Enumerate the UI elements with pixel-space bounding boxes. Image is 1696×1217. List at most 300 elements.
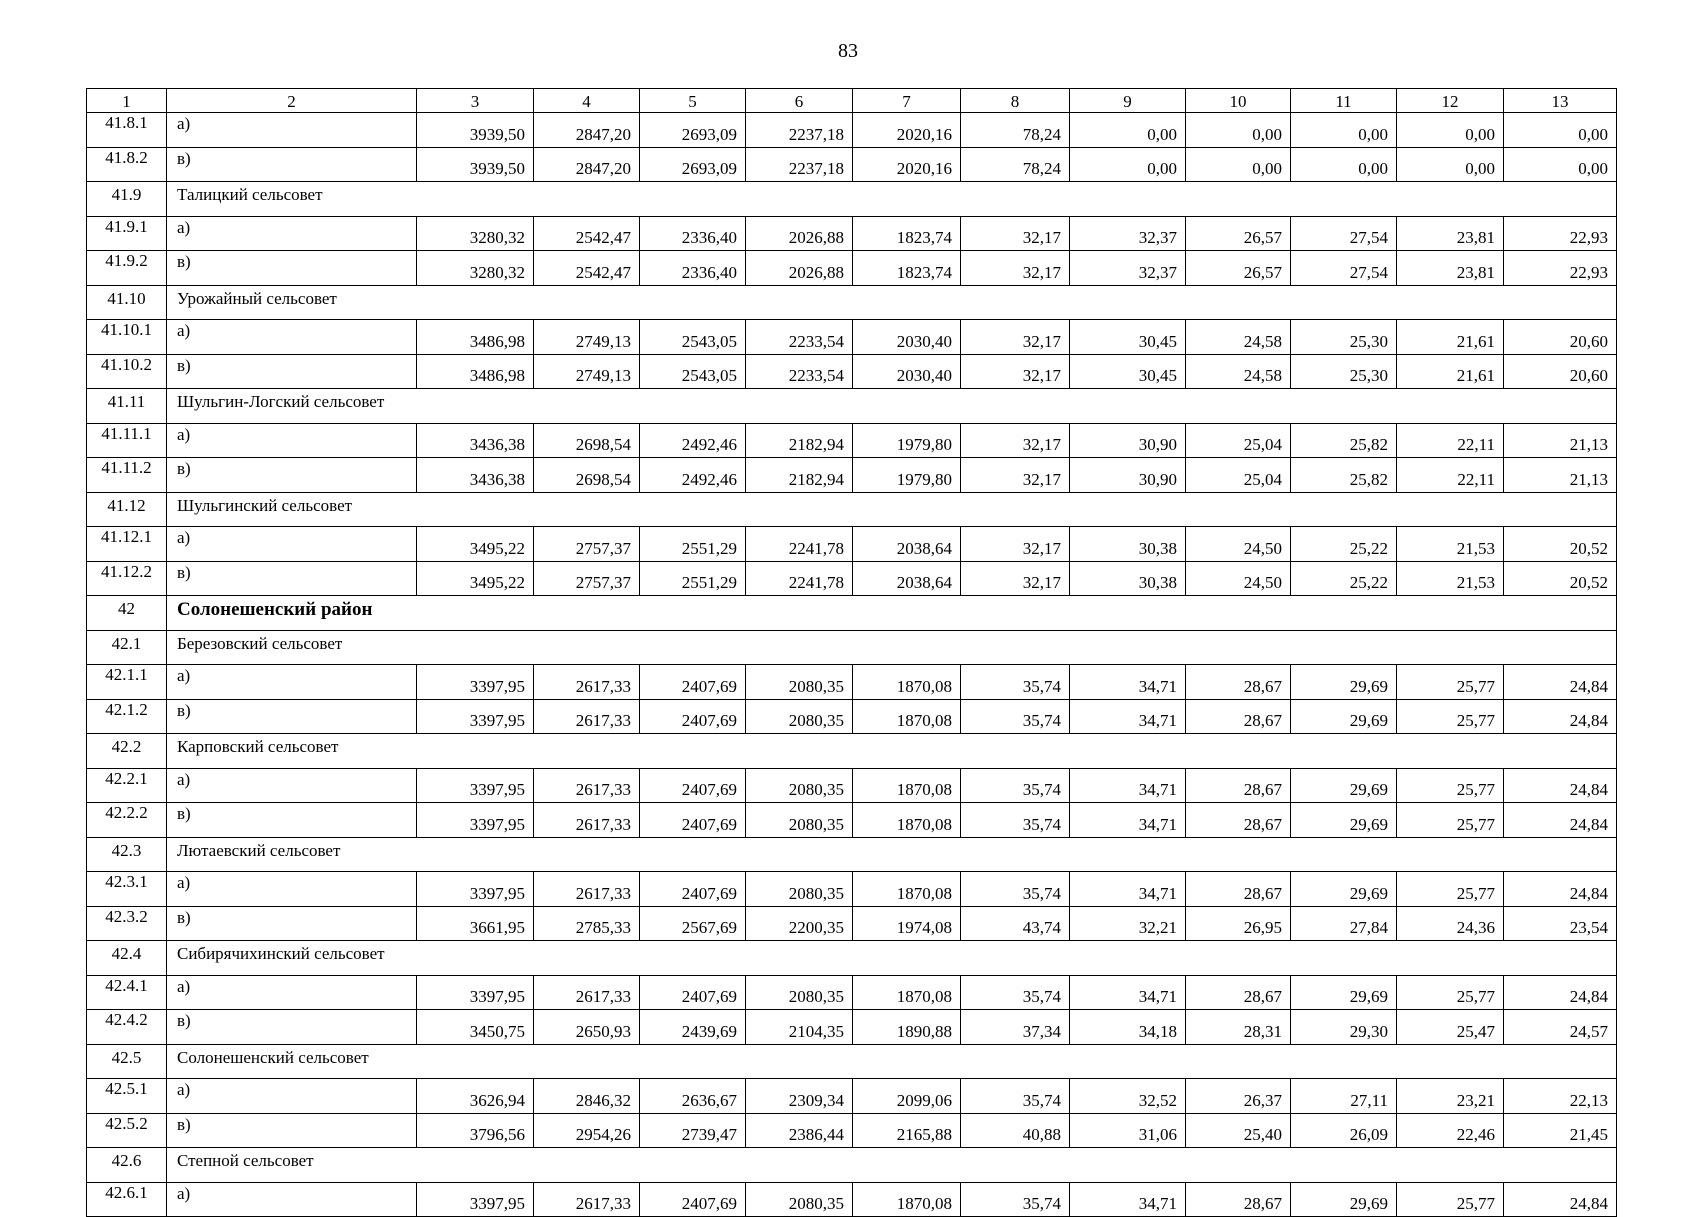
- value-cell: 29,69: [1291, 975, 1397, 1010]
- value-cell: 3486,98: [417, 320, 534, 355]
- value-cell: 21,13: [1504, 458, 1617, 493]
- value-cell: 29,69: [1291, 1182, 1397, 1217]
- value-cell: 21,45: [1504, 1113, 1617, 1148]
- value-cell: 3486,98: [417, 354, 534, 389]
- value-cell: 24,58: [1186, 320, 1291, 355]
- value-cell: 40,88: [961, 1113, 1070, 1148]
- row-number: 41.12: [87, 492, 167, 527]
- value-cell: 2749,13: [534, 320, 640, 355]
- column-header: 13: [1504, 89, 1617, 113]
- value-cell: 2104,35: [746, 1010, 853, 1045]
- section-name: Урожайный сельсовет: [167, 285, 1617, 320]
- value-cell: 2693,09: [640, 113, 746, 148]
- value-cell: 35,74: [961, 803, 1070, 838]
- value-cell: 0,00: [1504, 113, 1617, 148]
- value-cell: 32,17: [961, 527, 1070, 562]
- value-cell: 24,84: [1504, 699, 1617, 734]
- value-cell: 26,95: [1186, 906, 1291, 941]
- value-cell: 27,84: [1291, 906, 1397, 941]
- row-number: 41.8.1: [87, 113, 167, 148]
- value-cell: 2543,05: [640, 354, 746, 389]
- value-cell: 2386,44: [746, 1113, 853, 1148]
- value-cell: 34,71: [1070, 803, 1186, 838]
- section-row: [87, 389, 1617, 424]
- value-cell: 32,17: [961, 320, 1070, 355]
- value-cell: 2099,06: [853, 1079, 961, 1114]
- value-cell: 0,00: [1070, 147, 1186, 182]
- value-cell: 25,77: [1397, 768, 1504, 803]
- value-cell: 27,54: [1291, 251, 1397, 286]
- table-row: [87, 251, 1617, 286]
- value-cell: 3397,95: [417, 768, 534, 803]
- table-row: [87, 527, 1617, 562]
- value-cell: 29,69: [1291, 699, 1397, 734]
- value-cell: 2080,35: [746, 768, 853, 803]
- value-cell: 3397,95: [417, 975, 534, 1010]
- row-label: в): [167, 906, 417, 941]
- value-cell: 29,30: [1291, 1010, 1397, 1045]
- value-cell: 0,00: [1291, 147, 1397, 182]
- value-cell: 2020,16: [853, 113, 961, 148]
- table-body: [87, 89, 1617, 1217]
- value-cell: 32,17: [961, 423, 1070, 458]
- column-header: 6: [746, 89, 853, 113]
- value-cell: 28,67: [1186, 803, 1291, 838]
- table-row: [87, 665, 1617, 700]
- value-cell: 32,52: [1070, 1079, 1186, 1114]
- value-cell: 2542,47: [534, 216, 640, 251]
- value-cell: 0,00: [1186, 147, 1291, 182]
- row-number: 42.4.1: [87, 975, 167, 1010]
- row-label: а): [167, 423, 417, 458]
- value-cell: 20,52: [1504, 527, 1617, 562]
- row-number: 41.9: [87, 182, 167, 217]
- value-cell: 25,77: [1397, 699, 1504, 734]
- value-cell: 2617,33: [534, 665, 640, 700]
- row-number: 42.1.2: [87, 699, 167, 734]
- value-cell: 25,30: [1291, 354, 1397, 389]
- value-cell: 2233,54: [746, 320, 853, 355]
- district-name: Солонешенский район: [167, 596, 1617, 631]
- table-row: [87, 768, 1617, 803]
- column-header: 2: [167, 89, 417, 113]
- value-cell: 28,31: [1186, 1010, 1291, 1045]
- value-cell: 35,74: [961, 872, 1070, 907]
- value-cell: 2020,16: [853, 147, 961, 182]
- row-number: 41.8.2: [87, 147, 167, 182]
- value-cell: 2757,37: [534, 527, 640, 562]
- value-cell: 3939,50: [417, 147, 534, 182]
- value-cell: 2407,69: [640, 975, 746, 1010]
- value-cell: 2407,69: [640, 699, 746, 734]
- value-cell: 25,40: [1186, 1113, 1291, 1148]
- value-cell: 0,00: [1397, 113, 1504, 148]
- value-cell: 25,77: [1397, 975, 1504, 1010]
- section-row: [87, 1148, 1617, 1183]
- value-cell: 23,21: [1397, 1079, 1504, 1114]
- value-cell: 1870,08: [853, 975, 961, 1010]
- value-cell: 1870,08: [853, 1182, 961, 1217]
- value-cell: 34,71: [1070, 768, 1186, 803]
- value-cell: 2336,40: [640, 251, 746, 286]
- table-row: [87, 354, 1617, 389]
- value-cell: 25,82: [1291, 458, 1397, 493]
- page-number: 83: [838, 40, 858, 62]
- row-label: в): [167, 458, 417, 493]
- section-row: [87, 630, 1617, 665]
- column-header: 11: [1291, 89, 1397, 113]
- value-cell: 3397,95: [417, 699, 534, 734]
- value-cell: 30,90: [1070, 423, 1186, 458]
- value-cell: 25,22: [1291, 527, 1397, 562]
- district-row: [87, 596, 1617, 631]
- column-header: 12: [1397, 89, 1504, 113]
- value-cell: 2407,69: [640, 872, 746, 907]
- row-label: а): [167, 768, 417, 803]
- row-number: 42.4.2: [87, 1010, 167, 1045]
- header-row: [87, 89, 1617, 113]
- section-name: Шульгинский сельсовет: [167, 492, 1617, 527]
- table-row: [87, 1010, 1617, 1045]
- table-row: [87, 320, 1617, 355]
- value-cell: 2038,64: [853, 527, 961, 562]
- value-cell: 25,77: [1397, 665, 1504, 700]
- row-number: 42.1: [87, 630, 167, 665]
- table-row: [87, 147, 1617, 182]
- value-cell: 2693,09: [640, 147, 746, 182]
- column-header: 4: [534, 89, 640, 113]
- value-cell: 3661,95: [417, 906, 534, 941]
- value-cell: 32,17: [961, 216, 1070, 251]
- value-cell: 2551,29: [640, 527, 746, 562]
- value-cell: 1870,08: [853, 768, 961, 803]
- table-row: [87, 113, 1617, 148]
- value-cell: 24,84: [1504, 1182, 1617, 1217]
- row-label: а): [167, 872, 417, 907]
- value-cell: 2847,20: [534, 147, 640, 182]
- row-number: 42.6.1: [87, 1182, 167, 1217]
- row-label: а): [167, 1079, 417, 1114]
- value-cell: 37,34: [961, 1010, 1070, 1045]
- value-cell: 24,84: [1504, 872, 1617, 907]
- value-cell: 2407,69: [640, 803, 746, 838]
- value-cell: 2026,88: [746, 251, 853, 286]
- value-cell: 2739,47: [640, 1113, 746, 1148]
- value-cell: 35,74: [961, 768, 1070, 803]
- value-cell: 1979,80: [853, 423, 961, 458]
- row-label: а): [167, 113, 417, 148]
- value-cell: 2650,93: [534, 1010, 640, 1045]
- value-cell: 2757,37: [534, 561, 640, 596]
- value-cell: 3495,22: [417, 561, 534, 596]
- value-cell: 23,81: [1397, 216, 1504, 251]
- column-header: 3: [417, 89, 534, 113]
- row-number: 41.9.1: [87, 216, 167, 251]
- value-cell: 1823,74: [853, 216, 961, 251]
- value-cell: 28,67: [1186, 768, 1291, 803]
- value-cell: 3280,32: [417, 216, 534, 251]
- value-cell: 22,13: [1504, 1079, 1617, 1114]
- value-cell: 3397,95: [417, 665, 534, 700]
- value-cell: 2026,88: [746, 216, 853, 251]
- value-cell: 26,57: [1186, 251, 1291, 286]
- value-cell: 0,00: [1504, 147, 1617, 182]
- column-header: 7: [853, 89, 961, 113]
- table-row: [87, 906, 1617, 941]
- value-cell: 35,74: [961, 1079, 1070, 1114]
- value-cell: 2492,46: [640, 458, 746, 493]
- value-cell: 25,30: [1291, 320, 1397, 355]
- section-name: Лютаевский сельсовет: [167, 837, 1617, 872]
- section-row: [87, 182, 1617, 217]
- value-cell: 21,13: [1504, 423, 1617, 458]
- value-cell: 26,09: [1291, 1113, 1397, 1148]
- value-cell: 2492,46: [640, 423, 746, 458]
- value-cell: 24,84: [1504, 768, 1617, 803]
- row-label: в): [167, 147, 417, 182]
- row-number: 41.11.1: [87, 423, 167, 458]
- row-number: 42: [87, 596, 167, 631]
- value-cell: 21,53: [1397, 561, 1504, 596]
- section-row: [87, 492, 1617, 527]
- column-header: 1: [87, 89, 167, 113]
- value-cell: 1870,08: [853, 803, 961, 838]
- value-cell: 2698,54: [534, 423, 640, 458]
- value-cell: 1823,74: [853, 251, 961, 286]
- value-cell: 2241,78: [746, 561, 853, 596]
- row-number: 42.2.2: [87, 803, 167, 838]
- value-cell: 28,67: [1186, 699, 1291, 734]
- row-label: в): [167, 561, 417, 596]
- table-row: [87, 1113, 1617, 1148]
- value-cell: 31,06: [1070, 1113, 1186, 1148]
- value-cell: 2182,94: [746, 423, 853, 458]
- value-cell: 32,17: [961, 354, 1070, 389]
- value-cell: 21,61: [1397, 354, 1504, 389]
- value-cell: 32,37: [1070, 216, 1186, 251]
- value-cell: 35,74: [961, 665, 1070, 700]
- value-cell: 25,47: [1397, 1010, 1504, 1045]
- section-name: Талицкий сельсовет: [167, 182, 1617, 217]
- value-cell: 2439,69: [640, 1010, 746, 1045]
- value-cell: 23,81: [1397, 251, 1504, 286]
- value-cell: 35,74: [961, 975, 1070, 1010]
- value-cell: 78,24: [961, 147, 1070, 182]
- value-cell: 26,37: [1186, 1079, 1291, 1114]
- value-cell: 28,67: [1186, 665, 1291, 700]
- value-cell: 34,71: [1070, 699, 1186, 734]
- value-cell: 34,71: [1070, 665, 1186, 700]
- value-cell: 2617,33: [534, 768, 640, 803]
- value-cell: 32,21: [1070, 906, 1186, 941]
- value-cell: 2336,40: [640, 216, 746, 251]
- value-cell: 21,61: [1397, 320, 1504, 355]
- section-row: [87, 285, 1617, 320]
- section-name: Березовский сельсовет: [167, 630, 1617, 665]
- value-cell: 0,00: [1397, 147, 1504, 182]
- value-cell: 2407,69: [640, 665, 746, 700]
- row-number: 41.10: [87, 285, 167, 320]
- row-number: 42.6: [87, 1148, 167, 1183]
- value-cell: 2080,35: [746, 872, 853, 907]
- value-cell: 3397,95: [417, 1182, 534, 1217]
- row-number: 42.1.1: [87, 665, 167, 700]
- value-cell: 30,38: [1070, 561, 1186, 596]
- value-cell: 24,50: [1186, 527, 1291, 562]
- row-label: в): [167, 699, 417, 734]
- value-cell: 34,71: [1070, 1182, 1186, 1217]
- value-cell: 22,46: [1397, 1113, 1504, 1148]
- value-cell: 3436,38: [417, 423, 534, 458]
- table-row: [87, 561, 1617, 596]
- value-cell: 2080,35: [746, 975, 853, 1010]
- value-cell: 43,74: [961, 906, 1070, 941]
- value-cell: 24,57: [1504, 1010, 1617, 1045]
- value-cell: 35,74: [961, 699, 1070, 734]
- row-label: в): [167, 1113, 417, 1148]
- value-cell: 34,71: [1070, 872, 1186, 907]
- value-cell: 3397,95: [417, 872, 534, 907]
- value-cell: 2543,05: [640, 320, 746, 355]
- value-cell: 2237,18: [746, 113, 853, 148]
- section-row: [87, 734, 1617, 769]
- value-cell: 3796,56: [417, 1113, 534, 1148]
- row-number: 41.12.2: [87, 561, 167, 596]
- table-row: [87, 872, 1617, 907]
- value-cell: 34,18: [1070, 1010, 1186, 1045]
- row-label: а): [167, 320, 417, 355]
- table-row: [87, 458, 1617, 493]
- value-cell: 2030,40: [853, 320, 961, 355]
- value-cell: 2237,18: [746, 147, 853, 182]
- value-cell: 2241,78: [746, 527, 853, 562]
- row-number: 42.5.1: [87, 1079, 167, 1114]
- table-row: [87, 975, 1617, 1010]
- value-cell: 32,17: [961, 251, 1070, 286]
- table-row: [87, 216, 1617, 251]
- section-name: Сибирячихинский сельсовет: [167, 941, 1617, 976]
- value-cell: 3280,32: [417, 251, 534, 286]
- value-cell: 2617,33: [534, 975, 640, 1010]
- value-cell: 20,52: [1504, 561, 1617, 596]
- row-label: а): [167, 665, 417, 700]
- value-cell: 22,11: [1397, 423, 1504, 458]
- table-row: [87, 1182, 1617, 1217]
- column-header: 8: [961, 89, 1070, 113]
- value-cell: 25,77: [1397, 1182, 1504, 1217]
- row-label: в): [167, 251, 417, 286]
- value-cell: 22,11: [1397, 458, 1504, 493]
- value-cell: 78,24: [961, 113, 1070, 148]
- row-number: 41.12.1: [87, 527, 167, 562]
- row-label: в): [167, 1010, 417, 1045]
- value-cell: 2309,34: [746, 1079, 853, 1114]
- row-number: 42.4: [87, 941, 167, 976]
- row-number: 41.11.2: [87, 458, 167, 493]
- value-cell: 20,60: [1504, 320, 1617, 355]
- value-cell: 27,54: [1291, 216, 1397, 251]
- value-cell: 0,00: [1291, 113, 1397, 148]
- section-name: Солонешенский сельсовет: [167, 1044, 1617, 1079]
- value-cell: 30,90: [1070, 458, 1186, 493]
- value-cell: 35,74: [961, 1182, 1070, 1217]
- value-cell: 2080,35: [746, 1182, 853, 1217]
- value-cell: 34,71: [1070, 975, 1186, 1010]
- value-cell: 0,00: [1070, 113, 1186, 148]
- value-cell: 2954,26: [534, 1113, 640, 1148]
- value-cell: 2030,40: [853, 354, 961, 389]
- value-cell: 24,58: [1186, 354, 1291, 389]
- value-cell: 2636,67: [640, 1079, 746, 1114]
- row-number: 42.5.2: [87, 1113, 167, 1148]
- value-cell: 28,67: [1186, 1182, 1291, 1217]
- value-cell: 24,36: [1397, 906, 1504, 941]
- value-cell: 29,69: [1291, 872, 1397, 907]
- value-cell: 2785,33: [534, 906, 640, 941]
- value-cell: 2617,33: [534, 1182, 640, 1217]
- value-cell: 25,77: [1397, 803, 1504, 838]
- value-cell: 29,69: [1291, 768, 1397, 803]
- row-number: 42.3: [87, 837, 167, 872]
- table-row: [87, 803, 1617, 838]
- section-row: [87, 941, 1617, 976]
- value-cell: 27,11: [1291, 1079, 1397, 1114]
- value-cell: 3436,38: [417, 458, 534, 493]
- value-cell: 24,84: [1504, 665, 1617, 700]
- row-label: а): [167, 527, 417, 562]
- section-row: [87, 837, 1617, 872]
- value-cell: 3397,95: [417, 803, 534, 838]
- value-cell: 2080,35: [746, 665, 853, 700]
- column-header: 10: [1186, 89, 1291, 113]
- row-number: 41.11: [87, 389, 167, 424]
- value-cell: 3450,75: [417, 1010, 534, 1045]
- value-cell: 2080,35: [746, 699, 853, 734]
- value-cell: 2038,64: [853, 561, 961, 596]
- value-cell: 2165,88: [853, 1113, 961, 1148]
- value-cell: 0,00: [1186, 113, 1291, 148]
- value-cell: 26,57: [1186, 216, 1291, 251]
- value-cell: 22,93: [1504, 251, 1617, 286]
- value-cell: 1870,08: [853, 699, 961, 734]
- row-label: а): [167, 216, 417, 251]
- value-cell: 2617,33: [534, 699, 640, 734]
- value-cell: 23,54: [1504, 906, 1617, 941]
- value-cell: 2698,54: [534, 458, 640, 493]
- value-cell: 29,69: [1291, 665, 1397, 700]
- row-number: 41.9.2: [87, 251, 167, 286]
- table-row: [87, 423, 1617, 458]
- value-cell: 2233,54: [746, 354, 853, 389]
- value-cell: 2567,69: [640, 906, 746, 941]
- value-cell: 2080,35: [746, 803, 853, 838]
- value-cell: 2749,13: [534, 354, 640, 389]
- tariff-table: [86, 88, 1617, 1217]
- value-cell: 2617,33: [534, 803, 640, 838]
- value-cell: 22,93: [1504, 216, 1617, 251]
- section-name: Карповский сельсовет: [167, 734, 1617, 769]
- value-cell: 1979,80: [853, 458, 961, 493]
- value-cell: 1870,08: [853, 665, 961, 700]
- value-cell: 32,17: [961, 458, 1070, 493]
- value-cell: 2551,29: [640, 561, 746, 596]
- value-cell: 2407,69: [640, 768, 746, 803]
- value-cell: 2617,33: [534, 872, 640, 907]
- row-label: а): [167, 1182, 417, 1217]
- row-number: 42.5: [87, 1044, 167, 1079]
- value-cell: 24,50: [1186, 561, 1291, 596]
- value-cell: 24,84: [1504, 803, 1617, 838]
